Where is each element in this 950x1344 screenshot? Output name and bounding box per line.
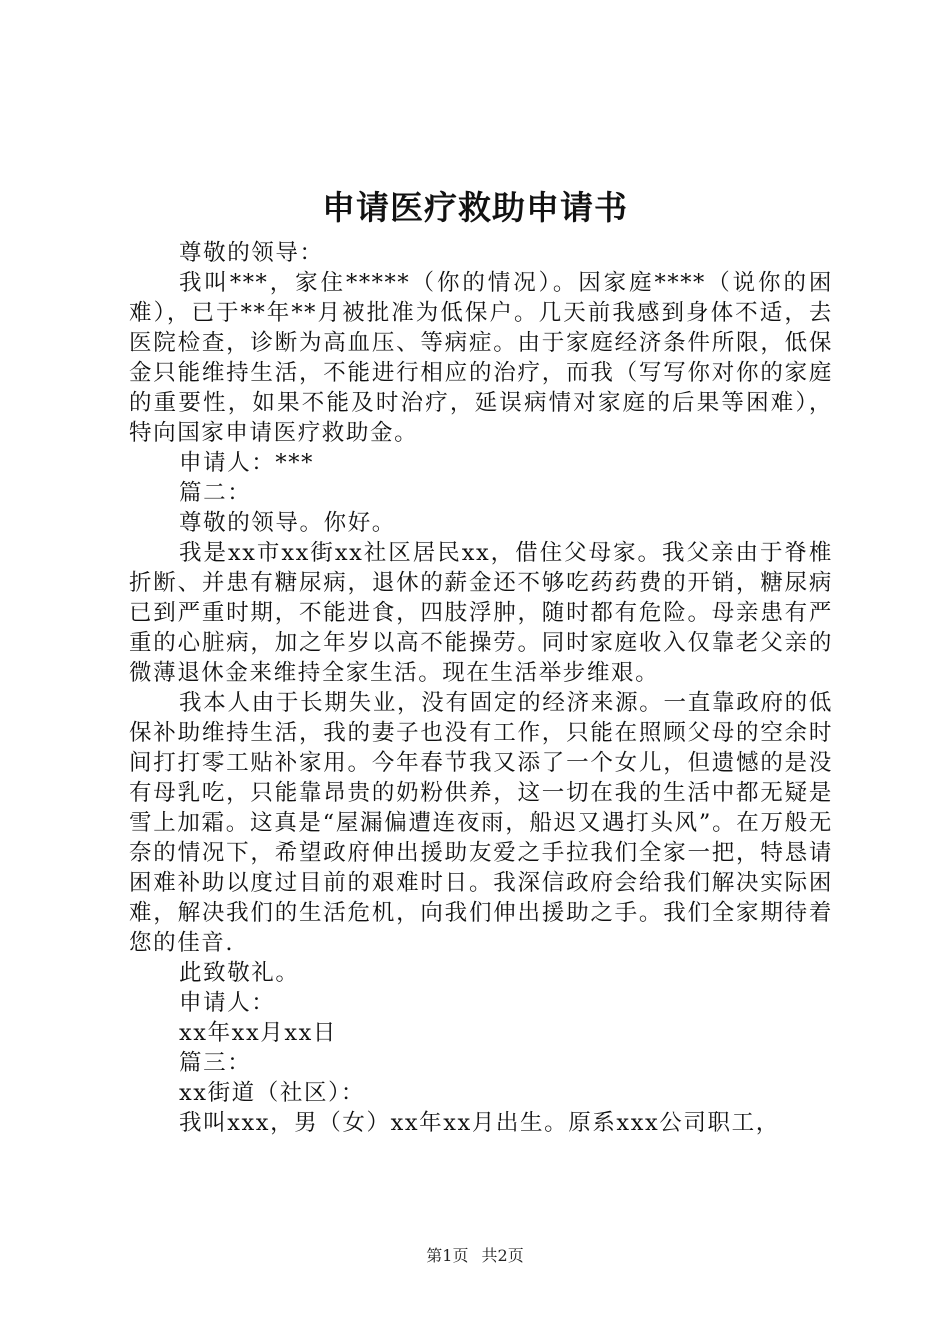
applicant-signature: 申请人：*** <box>179 450 314 476</box>
salutation: xx街道（社区）： <box>179 1080 366 1106</box>
document-body <box>129 238 833 1138</box>
document-title: 申请医疗救助申请书 <box>322 188 628 227</box>
section-heading: 篇三： <box>179 1050 252 1076</box>
salutation: 尊敬的领导： <box>179 240 324 266</box>
page-footer <box>0 1243 950 1266</box>
salutation: 尊敬的领导。你好。 <box>179 510 396 536</box>
date-line: xx年xx月xx日 <box>179 1020 338 1046</box>
page-total: 共2页 <box>481 1246 524 1265</box>
page-number: 第1页 <box>426 1246 469 1265</box>
body-paragraph: 我是xx市xx街xx社区居民xx，借住父母家。我父亲由于脊椎折断、并患有糖尿病，退休的薪金还不够吃药药费的开销，糖尿病已到严重时期，不能进食，四肢浮肿，随时都有危险。母亲患有严重的心脏病，加之年岁以高不能操劳。同时家庭收入仅靠老父亲的微薄退休金来维持全家生活。现在生活举步维艰。 <box>129 540 833 686</box>
body-paragraph: 我叫***，家住*****（你的情况）。因家庭****（说你的困难），已于**年**月被批准为低保户。几天前我感到身体不适，去医院检查，诊断为高血压、等病症。由于家庭经济条件所限，低保金只能维持生活，不能进行相应的治疗，而我（写写你对你的家庭的重要性，如果不能及时治疗，延误病情对家庭的后果等困难），特向国家申请医疗救助金。 <box>129 270 833 446</box>
body-paragraph: 我本人由于长期失业，没有固定的经济来源。一直靠政府的低保补助维持生活，我的妻子也没有工作，只能在照顾父母的空余时间打打零工贴补家用。今年春节我又添了一个女儿，但遗憾的是没有母乳吃，只能靠昂贵的奶粉供养，这一切在我的生活中都无疑是雪上加霜。这真是“屋漏偏遭连夜雨，船迟又遇打头风”。在万般无奈的情况下，希望政府伸出援助友爱之手拉我们全家一把，特恳请困难补助以度过目前的艰难时日。我深信政府会给我们解决实际困难，解决我们的生活危机，向我们伸出援助之手。我们全家期待着您的佳音. <box>129 690 833 956</box>
body-paragraph: 我叫xxx，男（女）xx年xx月出生。原系xxx公司职工， <box>179 1110 780 1136</box>
closing: 此致敬礼。 <box>179 960 300 986</box>
section-heading: 篇二： <box>179 480 252 506</box>
applicant-signature: 申请人： <box>179 990 276 1016</box>
